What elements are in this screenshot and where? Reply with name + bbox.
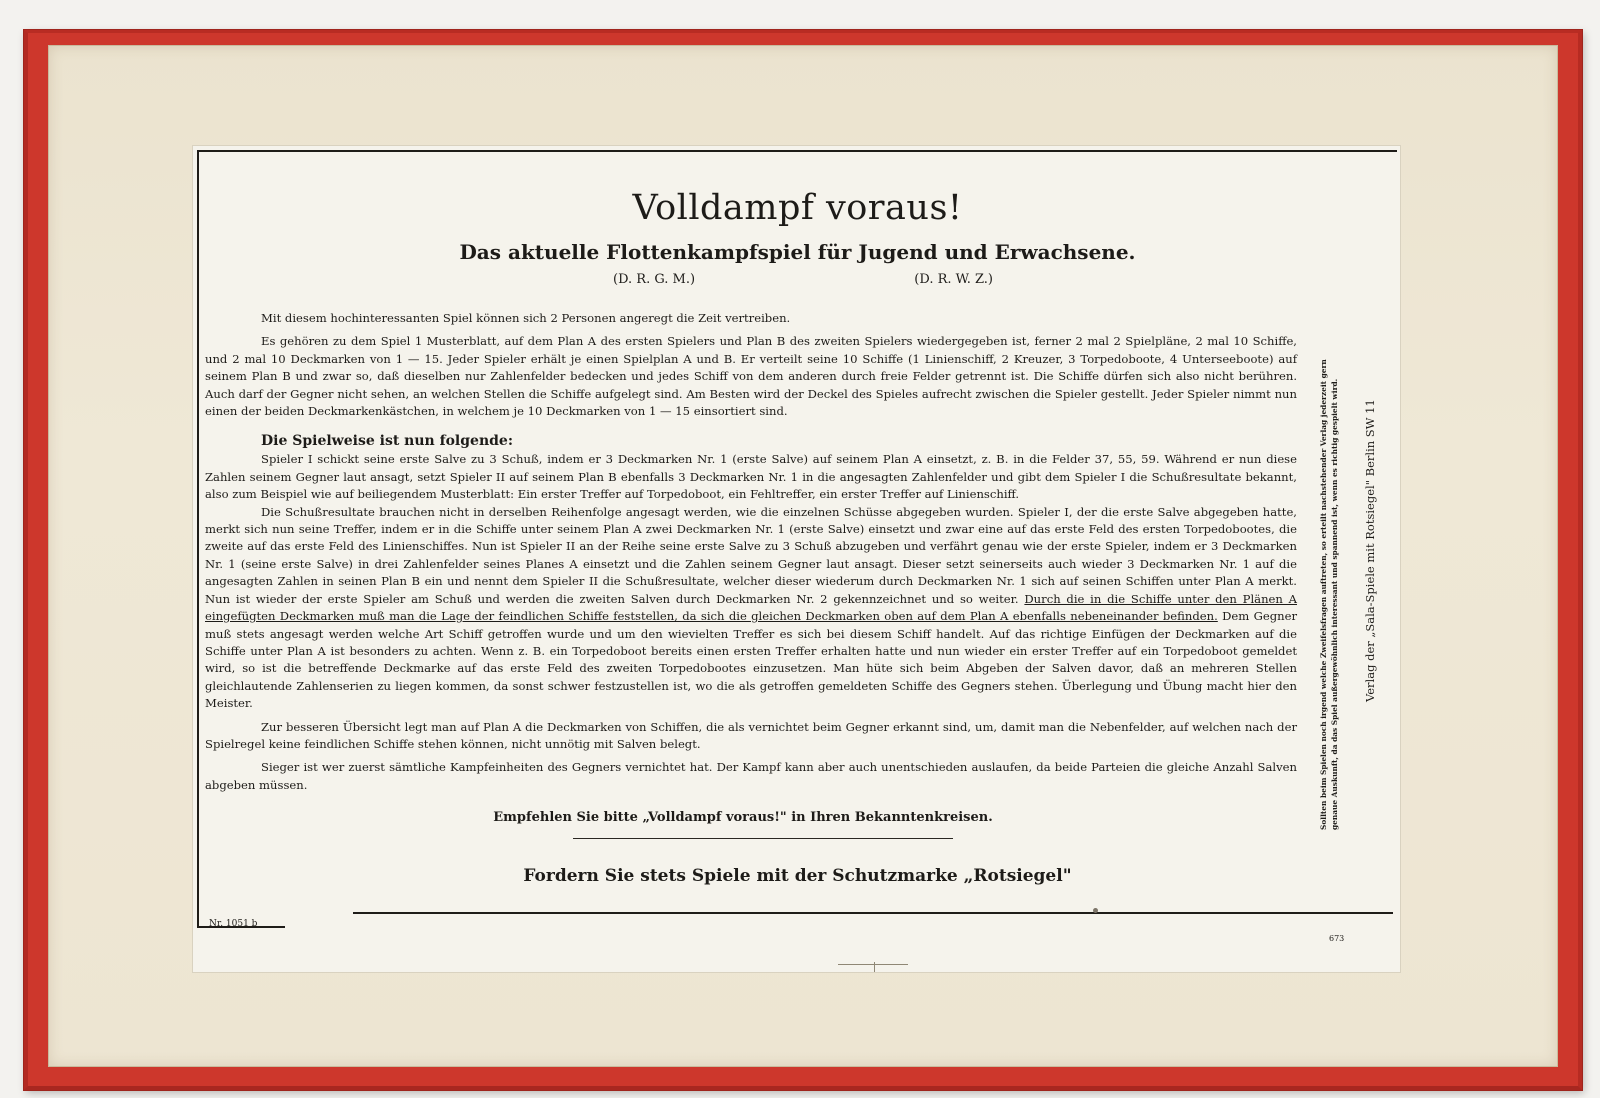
rules-paragraph-2-underlined: Durch die in die Schiffe unter den Plänen A eingefügten Deckmarken muß man die Lage der feindlichen Schiffe feststellen, da sich die gleichen Deckmarken oben auf dem Plan A ebenfalls nebeneinander befinden. [205, 591, 1298, 624]
trademark-demand: Fordern Sie stets Spiele mit der Schutzmarke „Rotsiegel" [523, 866, 1072, 886]
publisher-imprint: Verlag der „Sala-Spiele mit Rotsiegel" Berlin SW 11 [1363, 399, 1377, 702]
frame-line-left [197, 150, 199, 928]
registration-codes [613, 272, 993, 287]
side-notice-line-2: genaue Auskunft, da das Spiel außergewöhnlich interessant und spannend ist, wenn es richtig gespielt wird. [1330, 378, 1339, 830]
frame-line-bottom-right [353, 912, 1393, 914]
rules-paragraph-2b: Dem Gegner muß stets angesagt werden welche Art Schiff getroffen wurde und um den wievielten Treffer es sich bei diesem Schiff handelt. Auf das richtige Einfügen der Deckmarken auf die Schiffe unter Plan A ist besonders zu achten. Wenn z. B. ein Torpedoboot bereits einen ersten Treffer erhalten hatte und nun wieder ein erster Treffer auf ein Torpedoboot gemeldet wird, so ist die betreffende Deckmarke auf das erste Feld des zweiten Torpedobootes einzusetzen. Man hüte sich beim Abgeben der Salven davor, daß an mehreren Stellen gleichlautende Zahlenserien zu liegen kommen, da sonst schwer festzustellen ist, wo die als getroffen gemeldeten Schiffe des Gegners stehen. Überlegung und Übung macht hier den Meister. [205, 609, 1297, 711]
box-crease-tick [874, 962, 875, 972]
contents-paragraph: Es gehören zu dem Spiel 1 Musterblatt, auf dem Plan A des ersten Spielers und Plan B des zweiten Spielers wiedergegeben ist, ferner 2 mal 2 Spielpläne, 2 mal 10 Schiffe, und 2 mal 10 Deckmarken von 1 — 15. Jeder Spieler erhält je einen Spielplan A und B. Er verteilt seine 10 Schiffe (1 Linienschiff, 2 Kreuzer, 3 Torpedoboote, 4 Unterseeboote) auf seinem Plan B und zwar so, daß dieselben nur Zahlenfelder bedecken und jedes Schiff von dem anderen durch freie Felder getrennt ist. Die Schiffe dürfen sich also nicht berühren. Auch darf der Gegner nicht sehen, an welchen Stellen die Schiffe aufgelegt sind. Am Besten wird der Deckel des Spieles aufrecht zwischen die Spieler gestellt. Jeder Spieler nimmt nun einen der beiden Deckmarkenkästchen, in welchem je 10 Deckmarken von 1 — 15 einsortiert sind. [205, 334, 1297, 419]
side-notice [1318, 190, 1340, 830]
rules-paragraph-2 [205, 504, 1297, 713]
print-code: 673 [1329, 934, 1345, 943]
side-notice-line-1: Sollten beim Spielen noch irgend welche Zweifelsfragen auftreten, so erteilt nachstehender Verlag jederzeit gern [1319, 359, 1328, 830]
rules-sheet [192, 145, 1401, 973]
code-drgm: (D. R. G. M.) [613, 272, 696, 287]
box-crease-mark [838, 964, 908, 965]
frame-line-top [197, 150, 1397, 152]
recommendation-line: Empfehlen Sie bitte „Volldampf voraus!" in Ihren Bekanntenkreisen. [493, 810, 993, 825]
recommendation-underline [573, 838, 953, 839]
sheet-title: Volldampf voraus! [632, 188, 963, 228]
rules-body [205, 310, 1297, 794]
rules-paragraph-1: Spieler I schickt seine erste Salve zu 3 Schuß, indem er 3 Deckmarken Nr. 1 (erste Salve) auf seinem Plan A einsetzt, z. B. in die Felder 37, 55, 59. Während er nun diese Zahlen seinem Gegner laut ansagt, setzt Spieler II auf seinem Plan B ebenfalls 3 Deckmarken Nr. 1 in die angesagten Zahlenfelder und gibt dem Spieler I die Schußresultate bekannt, also zum Beispiel wie auf beiliegendem Musterblatt: Ein erster Treffer auf Torpedoboot, ein Fehltreffer, ein erster Treffer auf Linienschiff. [205, 452, 1297, 502]
rules-paragraph-4: Sieger ist wer zuerst sämtliche Kampfeinheiten des Gegners vernichtet hat. Der Kampf kann aber auch unentschieden auslaufen, da beide Parteien die gleiche Anzahl Salven abgeben müssen. [205, 760, 1297, 792]
item-number: Nr. 1051 b [209, 919, 258, 929]
code-drwz: (D. R. W. Z.) [914, 272, 993, 287]
rules-paragraph-3: Zur besseren Übersicht legt man auf Plan A die Deckmarken von Schiffen, die als vernichtet beim Gegner erkannt sind, um, damit man die Nebenfelder, auf welchen nach der Spielregel keine feindlichen Schiffe stehen können, nicht unnötig mit Salven belegt. [205, 719, 1297, 751]
sheet-subtitle: Das aktuelle Flottenkampfspiel für Jugend und Erwachsene. [459, 240, 1136, 264]
intro-paragraph: Mit diesem hochinteressanten Spiel können sich 2 Personen angeregt die Zeit vertreiben. [261, 311, 791, 325]
rules-paragraph-2a: Die Schußresultate brauchen nicht in derselben Reihenfolge angesagt werden, wie die einzelnen Schüsse abgegeben wurden. Spieler I, der die erste Salve abgegeben hatte, merkt sich nun seine Treffer, indem er in die Schiffe unter seinem Plan A zwei Deckmarken Nr. 1 (erste Salve) einsetzt und zwar eine auf das erste Feld des ersten Torpedobootes, die zweite auf das erste Feld des Linienschiffes. Nun ist Spieler II an der Reihe seine erste Salve zu 3 Schuß abzugeben und verfährt genau wie der erste Spieler, indem er 3 Deckmarken Nr. 1 (seine erste Salve) in drei Zahlenfelder seines Planes A einsetzt und die Zahlen seinem Gegner laut ansagt. Dieser setzt seinerseits auch wieder 3 Deckmarken Nr. 1 auf die angesagten Zahlen in seinen Plan B ein und nennt dem Spieler II die Schußresultate, welcher dieser wiederum durch Deckmarken Nr. 1 sich auf seinen Schiffen unter Plan A merkt. Nun ist wieder der erste Spieler am Schuß und werden die zweiten Salven durch Deckmarken Nr. 2 gekennzeichnet und so weiter. [205, 504, 1297, 606]
ink-dot [1093, 908, 1098, 913]
rules-heading: Die Spielweise ist nun folgende: [261, 433, 513, 450]
